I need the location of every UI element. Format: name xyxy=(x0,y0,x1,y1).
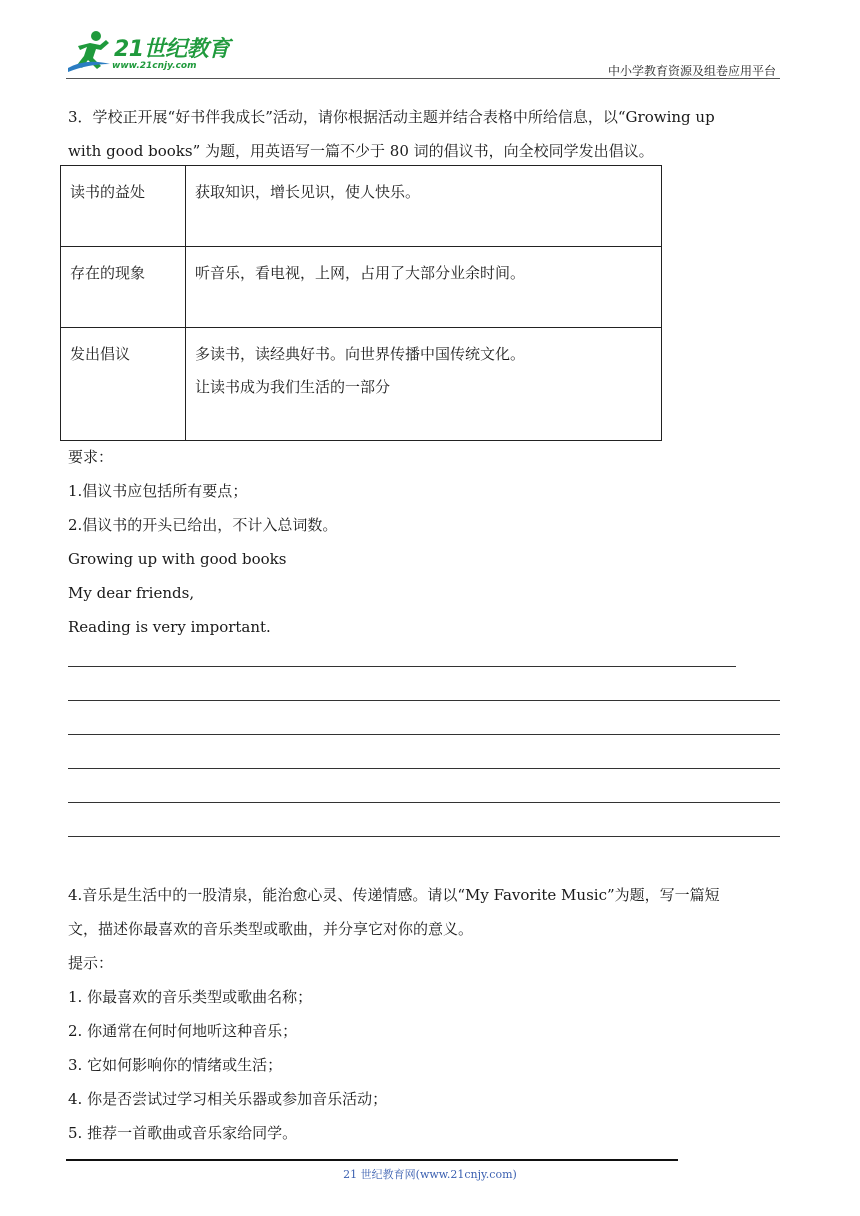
requirement-1: 1.倡议书应包括所有要点； xyxy=(68,482,248,500)
answer-line[interactable] xyxy=(68,802,780,803)
q3-prompt-line-2: with good books” 为题，用英语写一篇不少于 80 词的倡议书，向全校同学发出倡议。 xyxy=(68,142,654,160)
question-4 xyxy=(68,878,784,1150)
logo-text: 21世纪教育 xyxy=(114,37,230,62)
hint-item: 3. 它如何影响你的情绪或生活； xyxy=(68,1056,283,1074)
table-cell-label: 存在的现象 xyxy=(61,247,186,328)
footer-divider xyxy=(66,1159,678,1161)
running-figure-icon xyxy=(66,28,114,74)
essay-greeting: My dear friends, xyxy=(68,584,195,602)
cell-line: 让读书成为我们生活的一部分 xyxy=(195,378,391,396)
table-row xyxy=(61,328,662,441)
hint-item: 5. 推荐一首歌曲或音乐家给同学。 xyxy=(68,1124,298,1142)
answer-line[interactable] xyxy=(68,734,780,735)
hint-title: 提示： xyxy=(68,954,114,972)
cell-line: 多读书，读经典好书。向世界传播中国传统文化。 xyxy=(195,345,526,363)
q4-prompt-line-2: 文，描述你最喜欢的音乐类型或歌曲，并分享它对你的意义。 xyxy=(68,920,474,938)
page-header xyxy=(0,0,860,80)
footer-text: 21 世纪教育网(www.21cnjy.com) xyxy=(343,1168,517,1181)
table-cell-value xyxy=(186,166,662,247)
hint-item: 1. 你最喜欢的音乐类型或歌曲名称； xyxy=(68,988,313,1006)
answer-line[interactable] xyxy=(68,836,780,837)
answer-line[interactable] xyxy=(68,700,780,701)
answer-line[interactable] xyxy=(68,666,736,667)
essay-title: Growing up with good books xyxy=(68,550,287,568)
answer-line[interactable] xyxy=(68,768,780,769)
table-row xyxy=(61,247,662,328)
essay-opening: Reading is very important. xyxy=(68,618,271,636)
table-row xyxy=(61,166,662,247)
requirements-title: 要求： xyxy=(68,448,114,466)
q3-requirements xyxy=(68,440,784,644)
q3-prompt-line-1: 3．学校正开展“好书伴我成长”活动，请你根据活动主题并结合表格中所给信息，以“Growing up xyxy=(68,108,715,126)
table-cell-value xyxy=(186,328,662,441)
requirement-2: 2.倡议书的开头已给出，不计入总词数。 xyxy=(68,516,338,534)
logo-url: www.21cnjy.com xyxy=(112,61,197,71)
platform-name: 中小学教育资源及组卷应用平台 xyxy=(607,64,776,78)
table-cell-label: 读书的益处 xyxy=(61,166,186,247)
site-logo xyxy=(66,28,236,78)
table-cell-label: 发出倡议 xyxy=(61,328,186,441)
cell-line: 获取知识，增长见识，使人快乐。 xyxy=(195,183,421,201)
cell-line: 听音乐，看电视，上网，占用了大部分业余时间。 xyxy=(195,264,526,282)
q4-prompt-line-1: 4.音乐是生活中的一股清泉，能治愈心灵、传递情感。请以“My Favorite Music”为题，写一篇短 xyxy=(68,886,720,904)
hint-item: 4. 你是否尝试过学习相关乐器或参加音乐活动； xyxy=(68,1090,388,1108)
table-cell-value xyxy=(186,247,662,328)
info-table xyxy=(60,165,662,441)
question-3-prompt xyxy=(68,100,784,168)
hint-item: 2. 你通常在何时何地听这种音乐； xyxy=(68,1022,298,1040)
header-divider xyxy=(66,78,780,79)
